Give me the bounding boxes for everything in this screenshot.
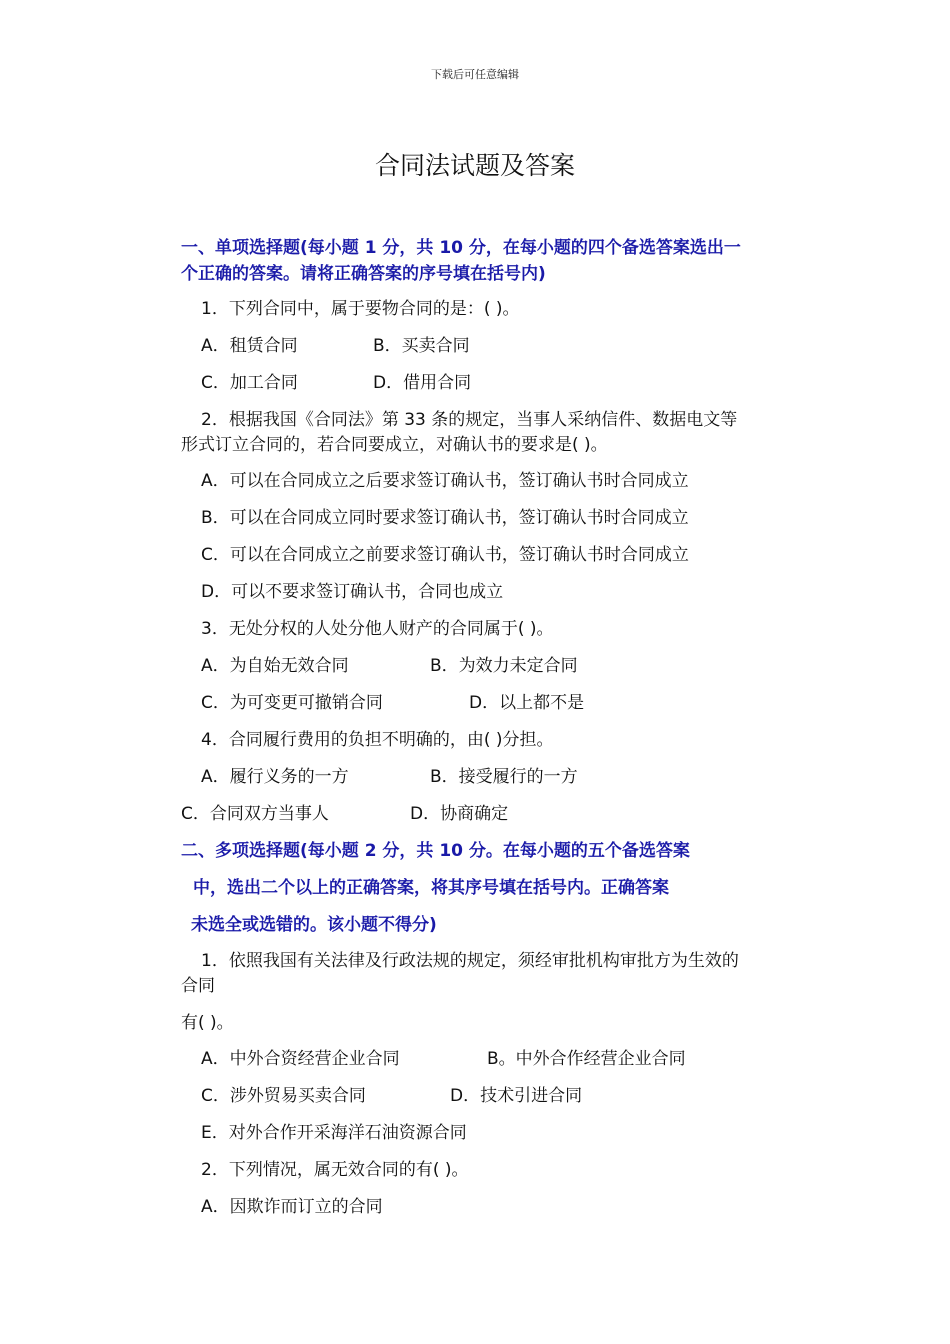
s1-q3-option-d: D．以上都不是 <box>469 693 585 713</box>
s1-q1-option-d: D．借用合同 <box>373 373 472 393</box>
s1-q1-stem: 1．下列合同中，属于要物合同的是：( )。 <box>201 299 520 319</box>
s2-q2-stem: 2．下列情况，属无效合同的有( )。 <box>201 1160 469 1180</box>
section2-heading-line2: 中，选出二个以上的正确答案，将其序号填在括号内。正确答案 <box>193 878 669 898</box>
s1-q4-option-b: B．接受履行的一方 <box>430 767 578 787</box>
section2-heading-line1: 二、多项选择题(每小题 2 分，共 10 分。在每小题的五个备选答案 <box>181 841 690 861</box>
s1-q3-option-c: C．为可变更可撤销合同 <box>201 693 383 713</box>
document-title: 合同法试题及答案 <box>374 151 575 180</box>
s2-q1-option-a: A．中外合资经营企业合同 <box>201 1049 400 1069</box>
s1-q2-stem-line1: 2．根据我国《合同法》第 33 条的规定，当事人采纳信件、数据电文等 <box>201 410 738 430</box>
s1-q4-option-a: A．履行义务的一方 <box>201 767 349 787</box>
s1-q2-stem-line2: 形式订立合同的，若合同要成立，对确认书的要求是( )。 <box>181 435 608 455</box>
s1-q2-option-a: A．可以在合同成立之后要求签订确认书，签订确认书时合同成立 <box>201 471 689 491</box>
s1-q4-option-d: D．协商确定 <box>410 804 509 824</box>
s2-q1-option-d: D．技术引进合同 <box>450 1086 583 1106</box>
s2-q1-stem-line2: 合同 <box>181 976 215 996</box>
s1-q2-option-b: B．可以在合同成立同时要求签订确认书，签订确认书时合同成立 <box>201 508 689 528</box>
s2-q1-option-c: C．涉外贸易买卖合同 <box>201 1086 366 1106</box>
s1-q1-option-b: B．买卖合同 <box>373 336 470 356</box>
s2-q1-stem-line3: 有( )。 <box>181 1013 234 1033</box>
section2-heading-line3: 未选全或选错的。该小题不得分) <box>191 915 437 935</box>
s1-q2-option-c: C．可以在合同成立之前要求签订确认书，签订确认书时合同成立 <box>201 545 689 565</box>
section1-heading-line1: 一、单项选择题(每小题 1 分，共 10 分，在每小题的四个备选答案选出一 <box>181 238 741 258</box>
page-header: 下载后可任意编辑 <box>431 68 519 81</box>
s1-q4-stem: 4．合同履行费用的负担不明确的，由( )分担。 <box>201 730 554 750</box>
s1-q3-stem: 3．无处分权的人处分他人财产的合同属于( )。 <box>201 619 554 639</box>
s1-q1-option-c: C．加工合同 <box>201 373 298 393</box>
s1-q1-option-a: A．租赁合同 <box>201 336 298 356</box>
s2-q2-option-a: A．因欺诈而订立的合同 <box>201 1197 383 1217</box>
section1-heading-line2: 个正确的答案。请将正确答案的序号填在括号内) <box>181 264 546 284</box>
s1-q2-option-d: D．可以不要求签订确认书，合同也成立 <box>201 582 504 602</box>
s1-q3-option-a: A．为自始无效合同 <box>201 656 349 676</box>
s2-q1-option-b: B。中外合作经营企业合同 <box>487 1049 686 1069</box>
s2-q1-option-e: E．对外合作开采海洋石油资源合同 <box>201 1123 467 1143</box>
s1-q4-option-c: C．合同双方当事人 <box>181 804 329 824</box>
s2-q1-stem-line1: 1．依照我国有关法律及行政法规的规定，须经审批机构审批方为生效的 <box>201 951 739 971</box>
s1-q3-option-b: B．为效力未定合同 <box>430 656 578 676</box>
